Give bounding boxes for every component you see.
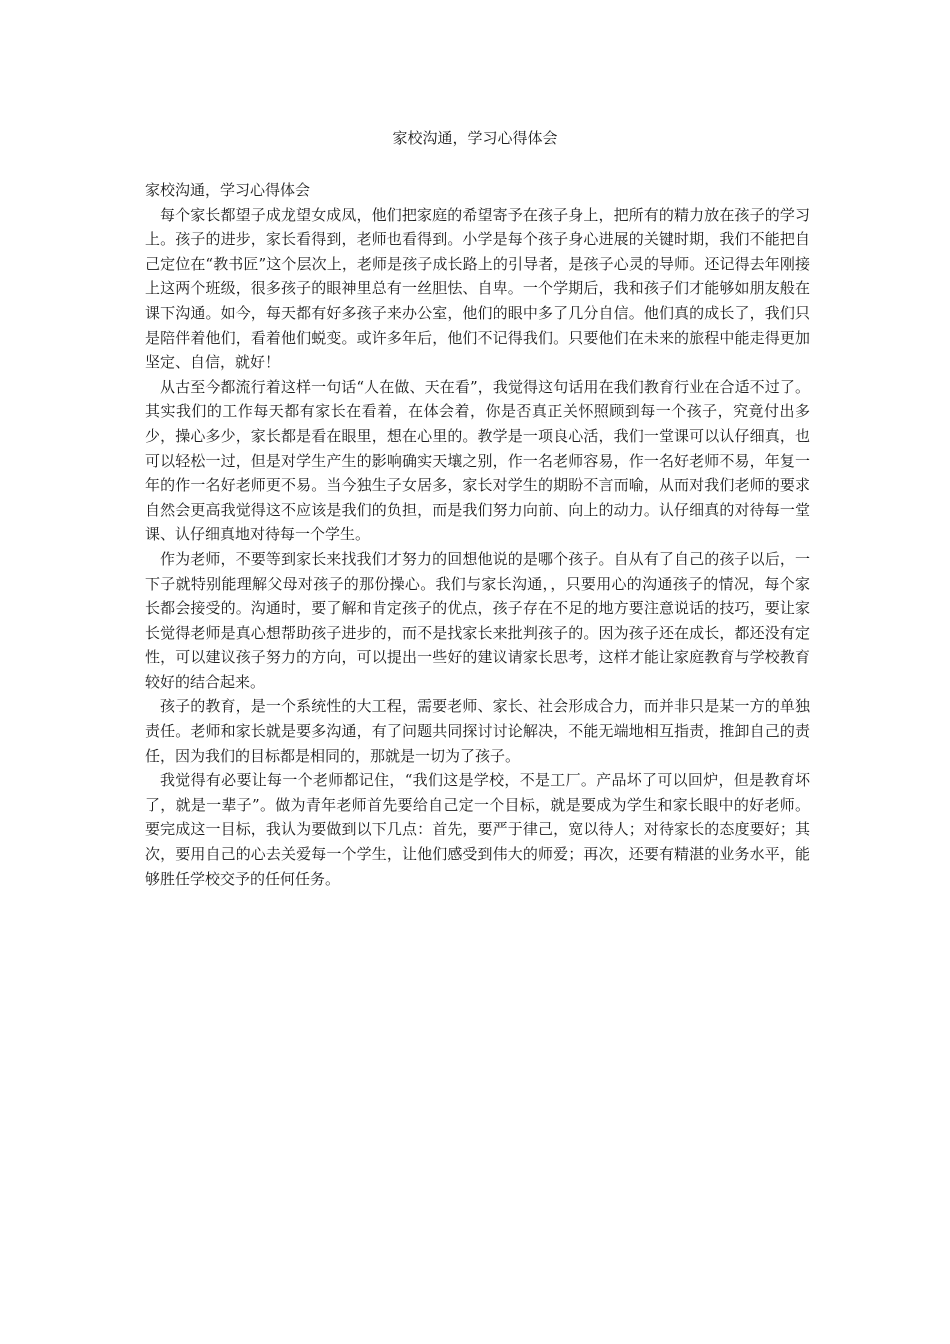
paragraph-5: 我觉得有必要让每一个老师都记住，“我们这是学校，不是工厂。产品坏了可以回炉，但是教育坏了，就是一辈子”。做为青年老师首先要给自己定一个目标，就是要成为学生和家长眼中的好老师。要完成这一目标，我认为要做到以下几点：首先，要严于律己，宽以待人；对待家长的态度要好；其次，要用自己的心去关爱每一个学生，让他们感受到伟大的师爱；再次，还要有精湛的业务水平，能够胜任学校交予的任何任务。 [145, 771, 810, 888]
document-body [145, 178, 810, 891]
document-subtitle: 家校沟通，学习心得体会 [145, 181, 311, 199]
paragraph-4: 孩子的教育，是一个系统性的大工程，需要老师、家长、社会形成合力，而并非只是某一方的单独责任。老师和家长就是要多沟通，有了问题共同探讨讨论解决，不能无端地相互指责，推卸自己的责任，因为我们的目标都是相同的，那就是一切为了孩子。 [145, 697, 810, 765]
paragraph-2: 从古至今都流行着这样一句话“人在做、天在看”，我觉得这句话用在我们教育行业在合适不过了。其实我们的工作每天都有家长在看着，在体会着，你是否真正关怀照顾到每一个孩子，究竟付出多少，操心多少，家长都是看在眼里，想在心里的。教学是一项良心活，我们一堂课可以认仔细真，也可以轻松一过，但是对学生产生的影响确实天壤之别，作一名老师容易，作一名好老师不易，年复一年的作一名好老师更不易。当今独生子女居多，家长对学生的期盼不言而喻，从而对我们老师的要求自然会更高我觉得这不应该是我们的负担，而是我们努力向前、向上的动力。认仔细真的对待每一堂课、认仔细真地对待每一个学生。 [145, 377, 810, 544]
paragraph-1: 每个家长都望子成龙望女成凤，他们把家庭的希望寄予在孩子身上，把所有的精力放在孩子的学习上。孩子的进步，家长看得到，老师也看得到。小学是每个孩子身心进展的关键时期，我们不能把自己定位在“教书匠”这个层次上，老师是孩子成长路上的引导者，是孩子心灵的导师。还记得去年刚接上这两个班级，很多孩子的眼神里总有一丝胆怯、自卑。一个学期后，我和孩子们才能够如朋友般在课下沟通。如今，每天都有好多孩子来办公室，他们的眼中多了几分自信。他们真的成长了，我们只是陪伴着他们，看着他们蜕变。或许多年后，他们不记得我们。只要他们在未来的旅程中能走得更加坚定、自信，就好！ [145, 205, 810, 372]
paragraph-3: 作为老师，不要等到家长来找我们才努力的回想他说的是哪个孩子。自从有了自己的孩子以后，一下子就特别能理解父母对孩子的那份操心。我们与家长沟通，，只要用心的沟通孩子的情况，每个家长都会接受的。沟通时，要了解和肯定孩子的优点，孩子存在不足的地方要注意说话的技巧，要让家长觉得老师是真心想帮助孩子进步的，而不是找家长来批判孩子的。因为孩子还在成长，都还没有定性，可以建议孩子努力的方向，可以提出一些好的建议请家长思考，这样才能让家庭教育与学校教育较好的结合起来。 [145, 549, 810, 691]
document-title: 家校沟通，学习心得体会 [392, 129, 558, 147]
